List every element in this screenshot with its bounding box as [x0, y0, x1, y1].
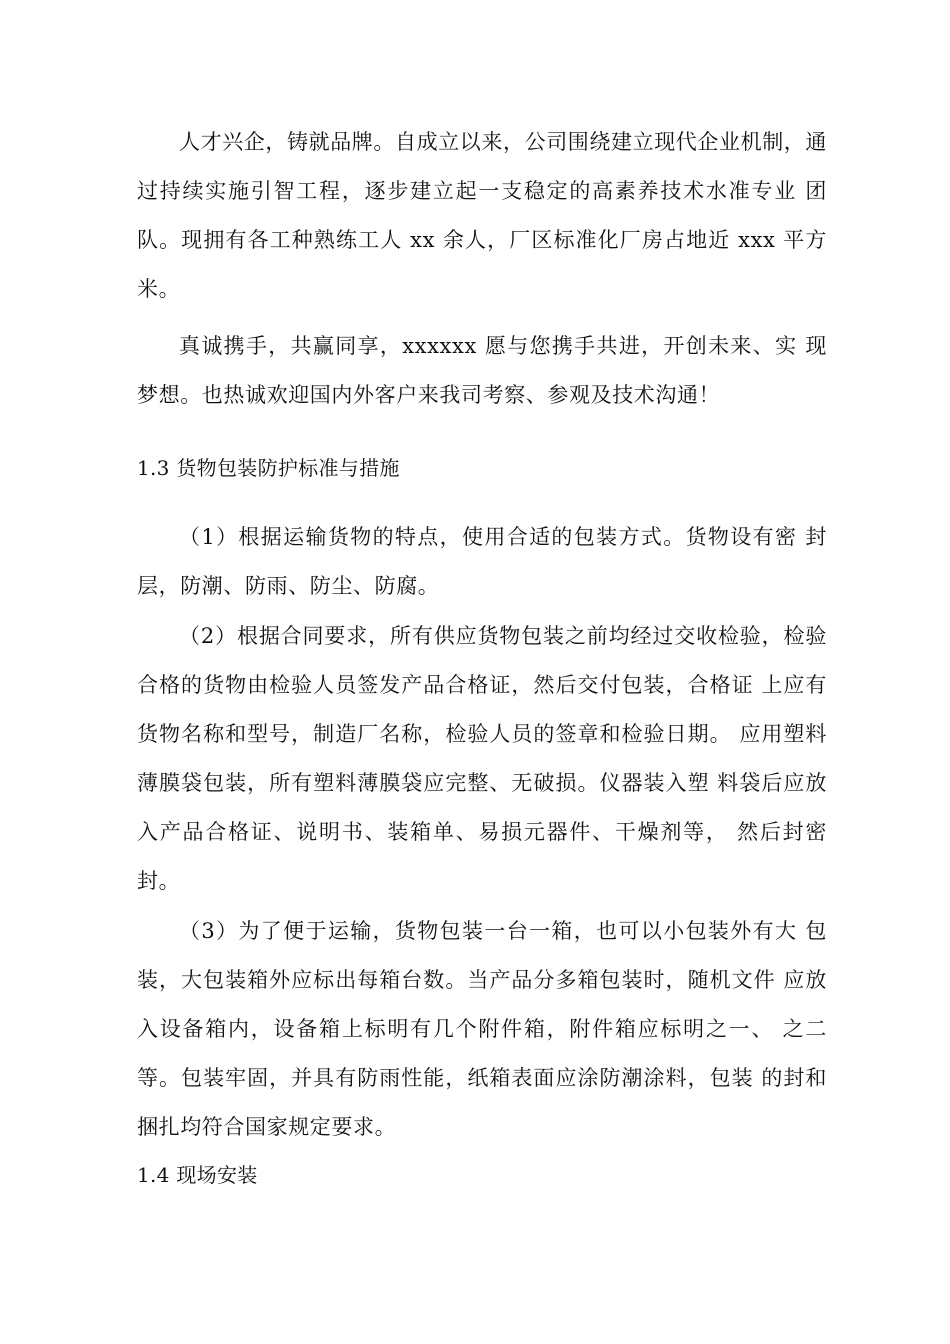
section-heading-1-4: 1.4 现场安装 [137, 1163, 258, 1187]
intro-paragraph-talent: 人才兴企，铸就品牌。自成立以来，公司围绕建立现代企业机制，通过持续实施引智工程，逐步建立起一支稳定的高素养技术水准专业 团队。现拥有各工种熟练工人 xx 余人，厂区标准化厂房占地近 xxx 平方米。 [137, 130, 827, 301]
intro-paragraph-cooperation: 真诚携手，共赢同享，xxxxxx 愿与您携手共进，开创未来、实 现梦想。也热诚欢迎国内外客户来我司考察、参观及技术沟通！ [137, 334, 827, 407]
packaging-item-3: （3）为了便于运输，货物包装一台一箱，也可以小包装外有大 包装，大包装箱外应标出每箱台数。当产品分多箱包装时，随机文件 应放入设备箱内，设备箱上标明有几个附件箱，附件箱应标明之一、 之二等。包装牢固，并具有防雨性能，纸箱表面应涂防潮涂料，包装 的封和捆扎均符合国家规定要求。 [137, 919, 827, 1139]
section-heading-1-3: 1.3 货物包装防护标准与措施 [137, 456, 400, 480]
packaging-item-2: （2）根据合同要求，所有供应货物包装之前均经过交收检验，检验合格的货物由检验人员签发产品合格证，然后交付包装，合格证 上应有货物名称和型号，制造厂名称，检验人员的签章和检验日期。 应用塑料薄膜袋包装，所有塑料薄膜袋应完整、无破损。仪器装入塑 料袋后应放入产品合格证、说明书、装箱单、易损元器件、干燥剂等， 然后封密封。 [137, 624, 827, 893]
packaging-item-1: （1）根据运输货物的特点，使用合适的包装方式。货物设有密 封层，防潮、防雨、防尘、防腐。 [137, 525, 827, 598]
